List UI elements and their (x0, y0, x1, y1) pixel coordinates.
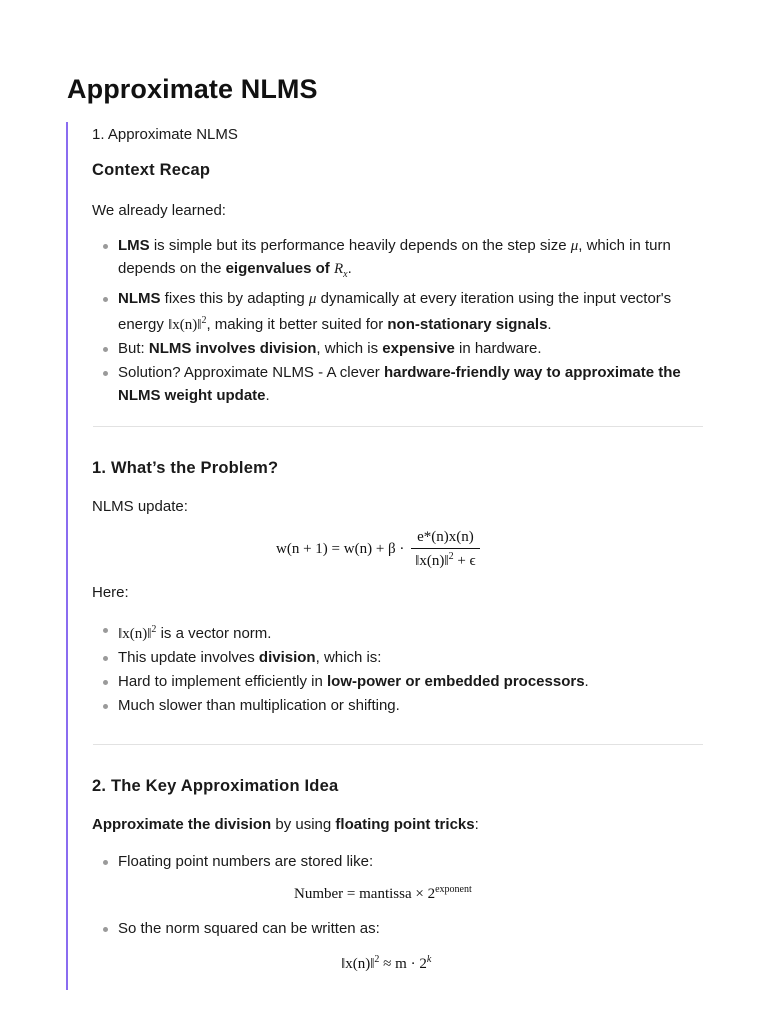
divider (93, 426, 703, 427)
fraction: $\frac{e*(n)x(n)}{‖x(n)‖^2 + \epsilon}$ (411, 529, 479, 570)
blockquote (66, 122, 706, 990)
section-heading-context-recap: Context Recap (92, 161, 211, 179)
list-item: This update involves division, which is: (92, 647, 682, 670)
subtitle: 1. Approximate NLMS (92, 126, 238, 143)
divider (93, 744, 703, 745)
section-heading-problem: 1. What’s the Problem? (92, 459, 279, 477)
nlms-update-equation: w(n + 1) = w(n) + β · $\frac{e*(n)x(n)}{‖x(n)‖^2 + \epsilon}$ (276, 529, 480, 570)
section-heading-key-idea: 2. The Key Approximation Idea (92, 777, 339, 795)
recap-intro: We already learned: (92, 202, 226, 219)
idea-list-2 (92, 918, 682, 942)
list-item: ‖x(n)‖$^2$ is a vector norm. (92, 619, 682, 646)
float-representation-equation: Number = mantissa × $2^{exponent}$ (294, 884, 472, 902)
here-label: Here: (92, 584, 129, 601)
norm-approximation-equation: ‖x(n)‖$^2$ ≈ $m \cdot 2^k$ (341, 954, 432, 972)
list-item: Floating point numbers are stored like: (92, 851, 682, 874)
idea-list-1 (92, 851, 682, 875)
list-item: Solution? Approximate NLMS - A clever hardware-friendly way to approximate the NLMS weight update. (92, 362, 682, 407)
problem-list (92, 619, 682, 719)
page-title: Approximate NLMS (67, 74, 318, 104)
nlms-update-label: NLMS update: (92, 498, 188, 515)
list-item: NLMS fixes this by adapting μ dynamically at every iteration using the input vector's energy ‖x(n)‖$^2$, making it better suited for non-stationary signals. (92, 288, 682, 337)
key-idea-intro: Approximate the division by using floating point tricks: (92, 816, 479, 833)
list-item: Much slower than multiplication or shifting. (92, 695, 682, 718)
list-item: But: NLMS involves division, which is expensive in hardware. (92, 338, 682, 361)
list-item: So the norm squared can be written as: (92, 918, 682, 941)
list-item: LMS is simple but its performance heavily depends on the step size μ, which in turn depends on the eigenvalues of $R_x$. (92, 235, 682, 286)
list-item: Hard to implement efficiently in low-power or embedded processors. (92, 671, 682, 694)
recap-list (92, 235, 682, 409)
